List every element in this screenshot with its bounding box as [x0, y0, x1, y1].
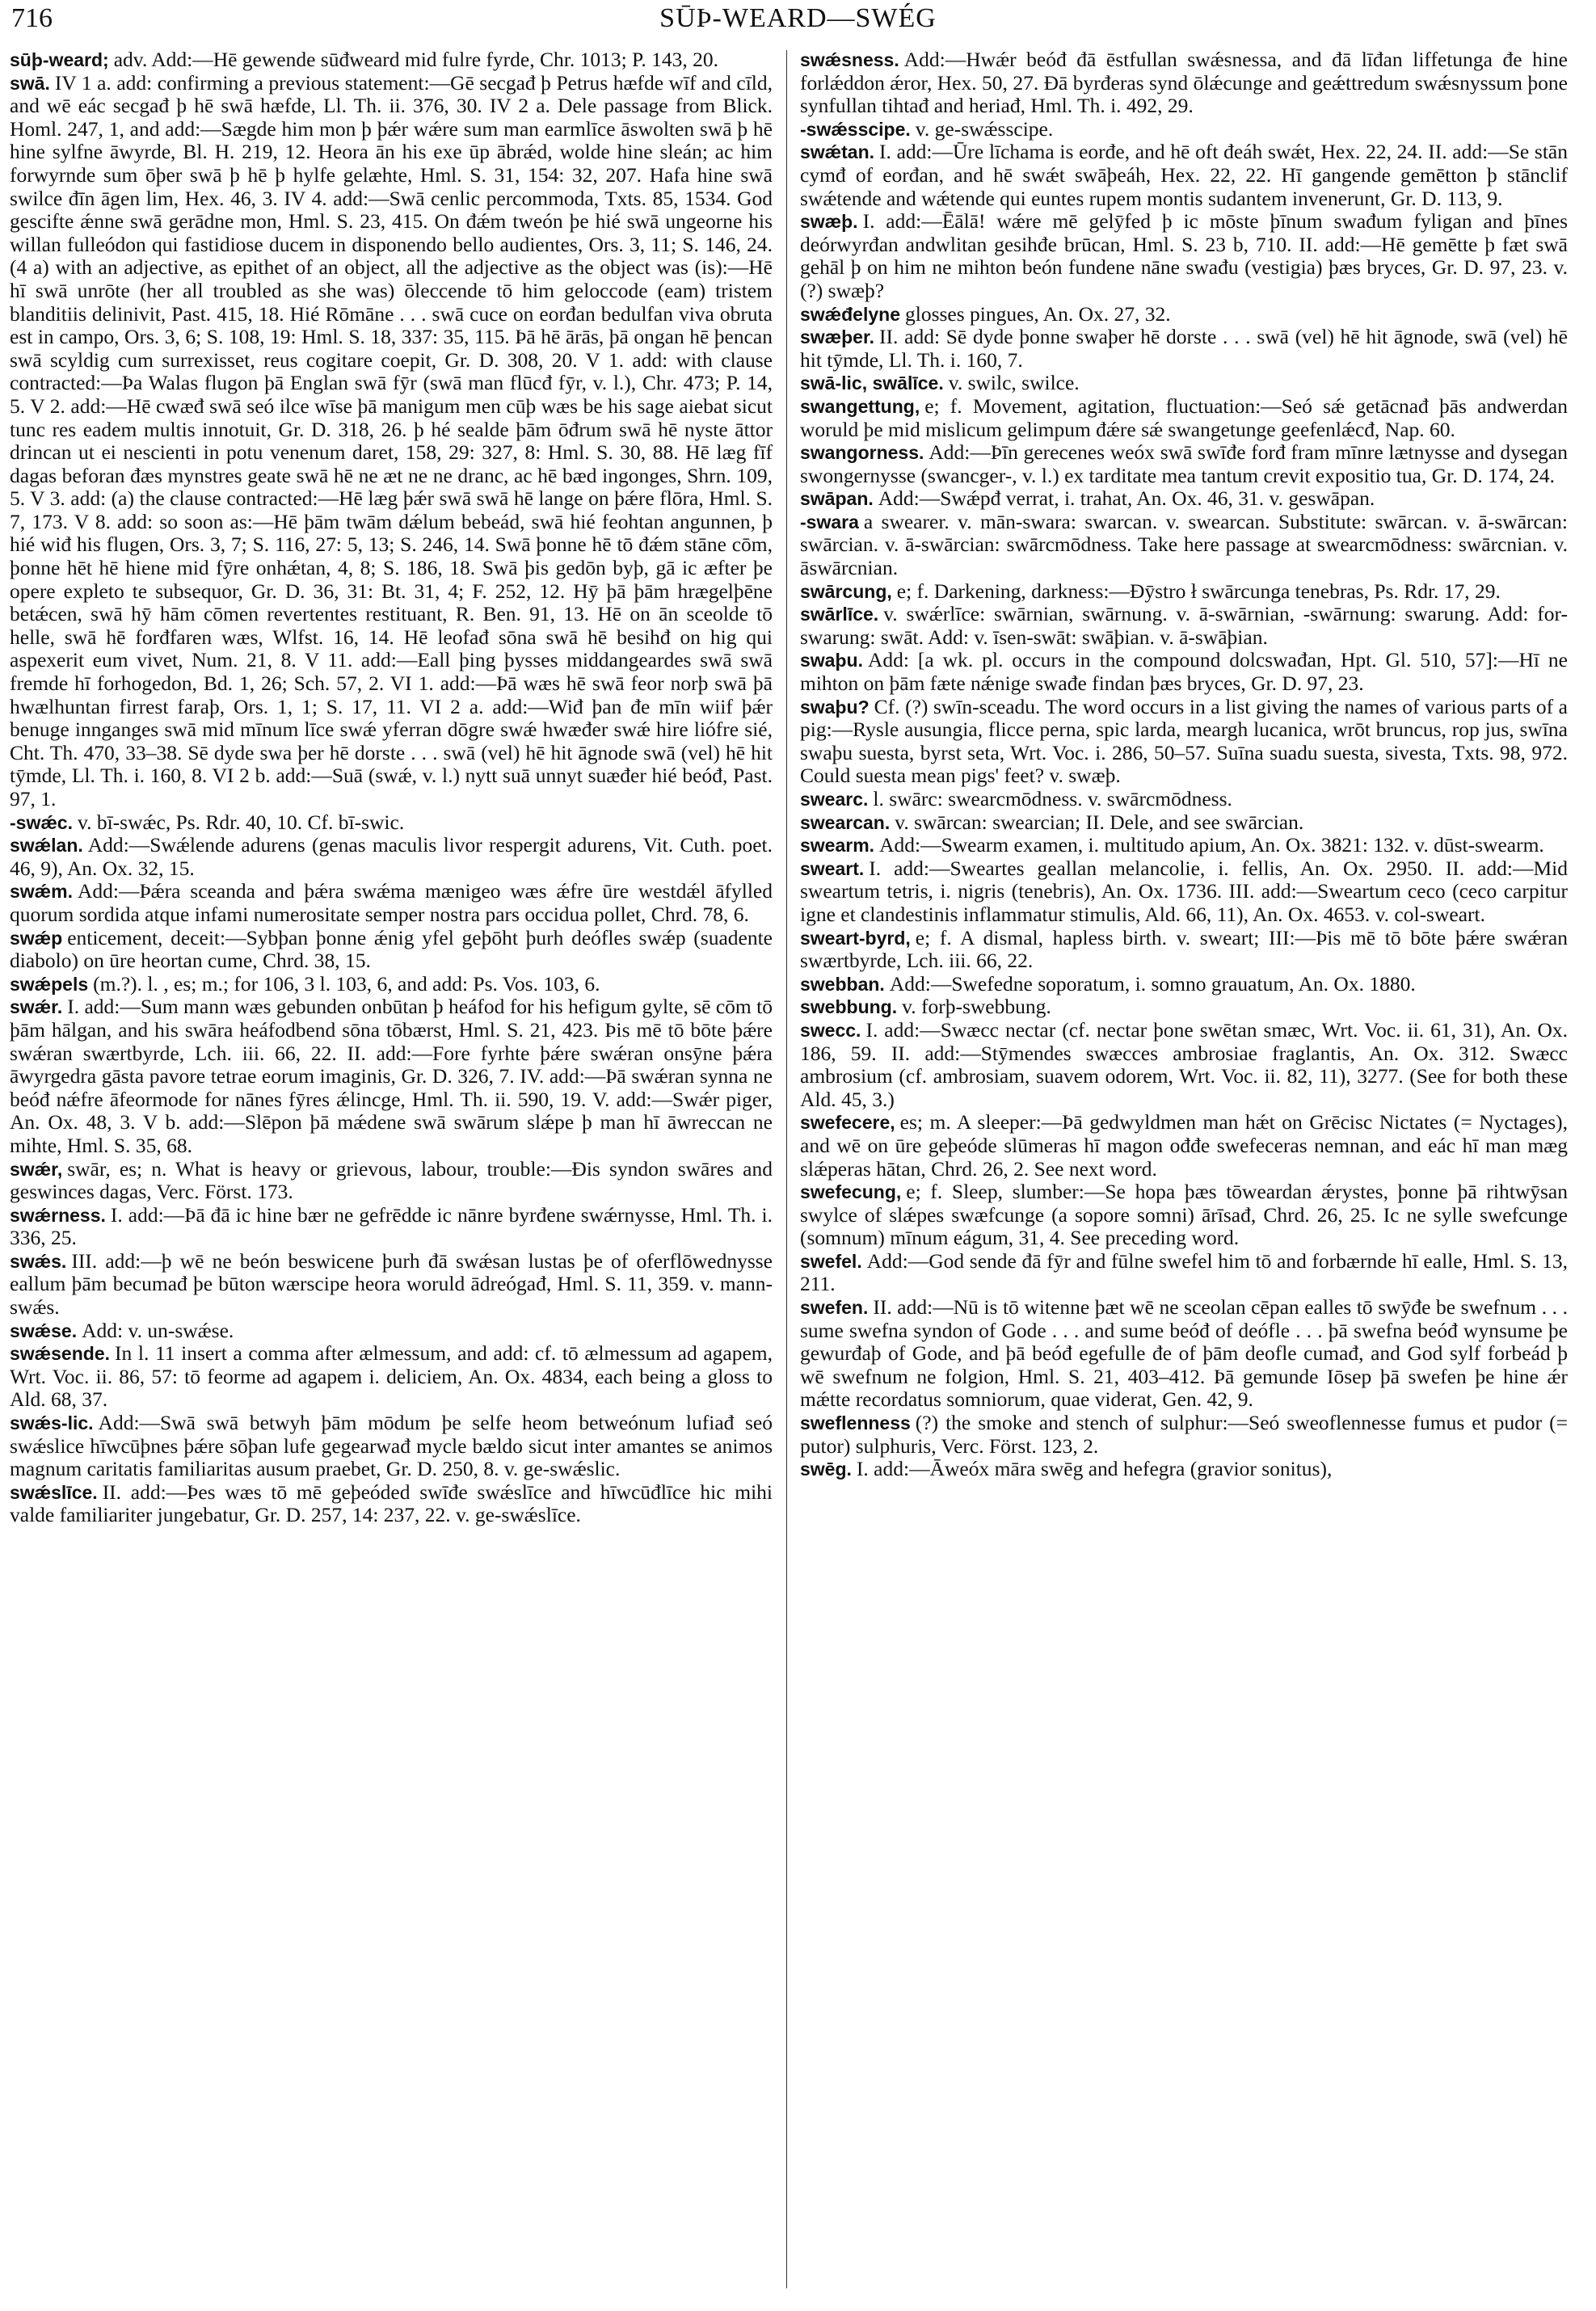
dictionary-entry — [800, 441, 1568, 487]
dictionary-entry — [800, 834, 1568, 857]
entry-text: Add:—Swā swā betwyh þām mōdum þe selfe heom betweónum lufiađ seó swǽslice hīwcūþnes þǽre sōþan lufe gegearwađ mycle bældo sicut inter amantes se animos magnum caritatis familiaritas ausum praebet, Gr. D. 250, 8. v. ge-swǽslic. — [10, 1411, 773, 1481]
dictionary-entry — [800, 649, 1568, 695]
headword: swaþu. — [800, 650, 863, 671]
dictionary-entry — [10, 72, 773, 811]
dictionary-entry — [800, 395, 1568, 441]
headword: sweart. — [800, 857, 865, 879]
headword: swǽm. — [10, 881, 73, 903]
entry-text: v. swilc, swilce. — [948, 371, 1080, 395]
dictionary-entry — [800, 1412, 1568, 1458]
entry-text: Add:—Þǽra sceanda and þǽra swǽma mænigeo wæs ǽfre ūre westdǽl āfylled quorum sordida atque infami numerositate semper nostra pars occidua pollet, Chrd. 78, 6. — [10, 879, 773, 926]
headword: swefecere, — [800, 1112, 895, 1134]
headword: swǽsende. — [10, 1343, 110, 1365]
dictionary-entry — [800, 603, 1568, 649]
headword: swæþ. — [800, 211, 858, 233]
page-header — [0, 0, 1596, 42]
headword: swangettung, — [800, 395, 920, 417]
dictionary-entry — [800, 857, 1568, 927]
dictionary-entry — [800, 696, 1568, 788]
headword: swǽslīce. — [10, 1481, 98, 1503]
headword: swangorness. — [800, 442, 924, 464]
dictionary-entry — [10, 1481, 773, 1527]
dictionary-entry — [800, 1111, 1568, 1181]
dictionary-entry — [10, 48, 773, 72]
entry-text: a swearer. v. mān-swara: swarcan. v. swearcan. Substitute: swārcan. v. ā-swārcan: swārcian. v. ā-swārcian: swārcmōdness. Take here passage at swearcmōdness: swārcnian. v. āswārcnian. — [800, 509, 1568, 580]
headword: swearm. — [800, 835, 875, 857]
entry-text: III. add:—þ wē ne beón beswicene þurh đā swǽsan lustas þe of oferflōwednysse eallum þām becumađ þe būton wærscipe heora woruld ādreógađ, Hml. S. 11, 359. v. mann-swǽs. — [10, 1248, 773, 1320]
dictionary-entry — [800, 118, 1568, 141]
entry-text: In l. 11 insert a comma after ælmessum, and add: cf. tō ælmessum ad agapem, Wrt. Voc. ii. 86, 57: tō feorme ad agapem i. deliciem, An. Ox. 4834, each being a gloss to Ald. 68, 37. — [10, 1341, 773, 1412]
headword: swǽtan. — [800, 141, 875, 163]
dictionary-entry — [800, 511, 1568, 580]
headword: swefen. — [800, 1297, 869, 1319]
headword: swǽđelyne — [800, 303, 900, 325]
entry-text: Cf. (?) swīn-sceadu. The word occurs in a list giving the names of various parts of a pig:—Rysle ausungia, flicce perna, spic larda, meargh lucanica, wrōt bruncus, rop jus, swīna swaþu suesta, byrst seta, Wrt. Voc. i. 286, 50–57. Suīna suadu suesta, sivesta, Txts. 98, 972. Could suesta mean pigs' feet? v. swæþ. — [800, 694, 1568, 788]
entry-text: I. add:—Ūre līchama is eorđe, and hē oft đeáh swǽt, Hex. 22, 24. II. add:—Se stān cymđ of eorđan, and hē swǽt swāþeáh, Hex. 22, 22. Hī gangende gemētton þ stānclif swǽtende and wǽtende qui euntes rupem montis sudantem invenerunt, Gr. D. 113, 9. — [800, 140, 1568, 210]
headword: swǽrness. — [10, 1204, 106, 1226]
dictionary-entry — [10, 927, 773, 973]
entry-text: IV 1 a. add: confirming a previous statement:—Gē secgađ þ Petrus hæfde wīf and cīld, and wē eác secgađ þ hē swā hæfde, Ll. Th. ii. 376, 30. IV 2 a. Dele passage from Blick. Homl. 247, 1, and add:—Sægde him mon þ þǽr wǽre sum man earmlīce āswolten swā þ hē hine sylfne āwyrde, Bl. H. 219, 12. Heora ān his exe ūp ābrǽd, wolde hine sleán; ac him forwyrnde sum ōþer swā þ hē þ hylfe gelæhte, Hml. S. 31, 154: 32, 207. Hafa hine swā swilce đīn āgen lim, Hex. 46, 3. IV 4. add:—Swā cenlic percommoda, Txts. 85, 1534. God gescifte ǽnne swā gerādne mon, Hml. S. 23, 415. On đǽm tweón þe hié swā ungeorne his willan fulleódon qui fastidiose ducem in disponendo bello audientes, Ors. 3, 11; S. 146, 24. (4 a) with an adjective, as epithet of an object, all the adjective as the object was (is):—Hē hī swā unrōte (her all troubled as she was) ōleccende tō him geloccode (eam) tristem blanditiis delinivit, Past. 415, 18. Hié Rōmāne . . . swā cuce on eorđan bedulfan viva obruta est in campo, Ors. 3, 6; S. 108, 19: Hml. S. 18, 337: 35, 115. Þā hē ārās, þā ongan hē þencan swā scyldig cum surrexisset, reus cogitare coepit, Gr. D. 308, 20. V 1. add: with clause contracted:—Þa Walas flugon þā Englan swā fȳr (swā man flūcđ fȳr, v. l.), Chr. 473; P. 14, 5. V 2. add:—Hē cwæđ swā seó ilce wīse þā manigum men cūþ wæs be his sage aiebat sicut tunc res eadem multis innotuit, Gr. D. 318, 26. þ hé sealde þām ōđrum swā hē nyste āttor drincan ut ei nescienti in potu venenum daret, 158, 29: 327, 8: Hml. S. 30, 88. Hē læg fīf dagas beforan đæs mynstres geate swā hē ne æt ne ne dranc, ac hē bæd ingonges, Shrn. 109, 5. V 3. add: (a) the clause contracted:—Hē læg þǽr swā swā hē lange on þǽre flōra, Hml. S. 7, 173. V 8. add: so soon as:—Hē þām twām dǽlum bebeád, swā hié feohtan angunnen, þ hié wiđ his flugen, Ors. 3, 7; S. 116, 27: 5, 13; S. 246, 14. Swā þonne hē tō đǽm stāne cōm, þonne hēt hē hiene mid fȳre onhǽtan, 4, 8; S. 186, 18. Swā þis gedōn byþ, gā ic æfter þe opere expleto te subsequor, Gr. D. 36, 31: Bt. 31, 4; F. 252, 12. Hȳ þā þām hrægelþēne betǽcen, swā hȳ hām cōmen revertentes restituant, R. Ben. 91, 13. Hē on ān sceolde tō helle, swā hē forđfaren wæs, Wlfst. 16, 14. Hē leofađ sōna swā hē besihđ on hig qui aspexerit eum vivet, Num. 21, 8. V 11. add:—Eall þing þysses middangeardes swā swā fremde hī forhogedon, Bd. 1, 26; Sch. 57, 2. VI 1. add:—Þā wæs hē swā feor norþ swā þā hwælhuntan firrest faraþ, Ors. 1, 1; S. 17, 11. VI 2 a. add:—Wiđ þan đe mīn wiif þǽr benuge innganges swā mid mīnum līce swǽ yferran dōgre swǽ hwæđer swǽ hire liófre sié, Cht. Th. 470, 33–38. Sē dyde swa þer hē dorste . . . swā (vel) hē hit āgnode swā (vel) hē hit tȳmde, Ll. Th. i. 160, 8. VI 2 b. add:—Suā (swǽ, v. l.) nytt suā unnyt suæđer hié beóđ, Past. 97, 1. — [10, 70, 773, 810]
headword: swǽpels — [10, 973, 89, 995]
entry-text: l. swārc: swearcmōdness. v. swārcmōdness. — [873, 787, 1232, 810]
right-column — [800, 48, 1568, 1481]
entry-text: Add:—Swearm examen, i. multitudo apium, An. Ox. 3821: 132. v. dūst-swearm. — [879, 833, 1544, 857]
dictionary-entry — [10, 973, 773, 996]
headword: swǽs-lic. — [10, 1412, 94, 1434]
dictionary-entry — [800, 141, 1568, 210]
entry-text: (?) the smoke and stench of sulphur:—Seó sweoflennesse fumus et pudor (= putor) sulphuris, Verc. Först. 123, 2. — [800, 1411, 1568, 1458]
entry-text: I. add:—Sum mann wæs gebunden onbūtan þ heáfod for his hefigum gylte, sē cōm tō þām hālgan, and his swāra heáfodbend sōna tōbærst, Hml. S. 21, 423. Þis mē tō bōte þǽre swǽran swærtbyrde, Lch. iii. 66, 22. II. add:—Fore fyrhte þǽre swǽran onsȳne þǽra āwyrgedra gāsta pavore tetrae eorum imaginis, Gr. D. 326, 7. IV. add:—Þā swǽran synna ne beóđ nǽfre āfeormode for nānes fȳres ǽlincge, Hml. Th. ii. 590, 19. V. add:—Swǽr piger, An. Ox. 48, 3. V b. add:—Slēpon þā mǽdene swā swārum slǽpe þ man hī āwreccan ne mihte, Hml. S. 35, 68. — [10, 995, 773, 1157]
entry-text: v. forþ-swebbung. — [902, 995, 1051, 1019]
entry-text: Add:—Hwǽr beóđ đā ēstfullan swǽsnessa, and đā līđan liffetunga đe hine forlǽddon ǽror, Hex. 50, 27. Đā byrđeras synd ōlǽcunge and geǽttredum swǽsnyssum þone synfullan tihtađ and heriađ, Hml. Th. i. 492, 29. — [800, 48, 1568, 118]
page-number: 716 — [11, 3, 53, 33]
entry-text: Add:—Swǽpđ verrat, i. trahat, An. Ox. 46, 31. v. geswāpan. — [878, 486, 1375, 511]
entry-text: enticement, deceit:—Sybþan þonne ǽnig yfel geþōht þurh deófles swǽp (suadente diabolo) on ūre heortan cume, Chrd. 38, 15. — [10, 925, 773, 973]
headword: sweflenness — [800, 1412, 911, 1434]
dictionary-entry — [800, 487, 1568, 511]
headword: swǽse. — [10, 1320, 78, 1341]
headword: swā-lic, swālīce. — [800, 373, 944, 394]
dictionary-entry — [10, 1320, 773, 1343]
headword: -swara — [800, 511, 859, 532]
headword: swǽr. — [10, 996, 63, 1018]
headword: swēg. — [800, 1459, 852, 1480]
entry-text: Add: v. un-swǽse. — [82, 1318, 234, 1342]
entry-text: (m.?). l. , es; m.; for 106, 3 l. 103, 6, and add: Ps. Vos. 103, 6. — [93, 971, 600, 996]
dictionary-entry — [10, 1342, 773, 1412]
headword: swefel. — [800, 1250, 862, 1272]
dictionary-entry — [800, 48, 1568, 118]
headword: swearcan. — [800, 811, 891, 833]
headword: swǽs. — [10, 1250, 67, 1272]
dictionary-entry — [800, 811, 1568, 835]
entry-text: I. add:—Sweartes geallan melancolie, i. fellis, An. Ox. 2950. II. add:—Mid sweartum tetris, i. nigris (tenebris), An. Ox. 1736. III. add:—Sweartum ceco (ceco carpitur igne et clandestinis inflammatur stimulis, Ald. 66, 11), An. Ox. 4653. v. col-sweart. — [800, 856, 1568, 926]
headword: swecc. — [800, 1019, 861, 1041]
entry-text: v. ge-swǽsscipe. — [915, 116, 1054, 141]
entry-text: Add:—Þīn gerecenes weóx swā swīđe forđ fram mīnre lætnysse and dysegan swongernysse (swancger-, v. l.) ex tarditate mea tantum crevit expositio tua, Gr. D. 174, 24. — [800, 440, 1568, 487]
dictionary-entry — [10, 880, 773, 926]
dictionary-entry — [800, 580, 1568, 604]
dictionary-entry — [800, 1458, 1568, 1481]
dictionary-entry — [800, 788, 1568, 811]
entry-text: II. add: Sē dyde þonne swaþer hē dorste . . . swā (vel) hē hit āgnode, swā (vel) hē hit tȳmde, Ll. Th. i. 160, 7. — [800, 325, 1568, 372]
headword: -swǽsscipe. — [800, 118, 911, 140]
headword: swǽp — [10, 927, 63, 949]
entry-text: I. add:—Swæcc nectar (cf. nectar þone swētan smæc, Wrt. Voc. ii. 61, 31), An. Ox. 186, 59. II. add:—Stȳmendes swæcces ambrosiae fraglantis, An. Ox. 312. Swæcc ambrosium (cf. ambrosiam, suavem odorem, Wrt. Voc. ii. 82, 11), 3277. (See for both these Ald. 45, 3.) — [800, 1017, 1568, 1111]
entry-text: v. swǽrlīce: swārnian, swārnung. v. ā-swārnian, -swārnung: swarung. Add: for-swarung: swāt. Add: v. īsen-swāt: swāþian. v. ā-swāþian. — [800, 602, 1568, 649]
headword: swefecung, — [800, 1181, 902, 1203]
dictionary-entry — [800, 372, 1568, 395]
entry-text: Add: [a wk. pl. occurs in the compound dolcswađan, Hpt. Gl. 510, 57]:—Hī ne mihton on þām fæte nǽnige swađe findan þæs bryces, Gr. D. 97, 23. — [800, 648, 1568, 696]
running-title: SŪÞ-WEARD—SWÉG — [659, 3, 937, 33]
headword: swaþu? — [800, 696, 870, 718]
left-column — [10, 48, 773, 1527]
entry-text: Add:—Swefedne soporatum, i. somno grauatum, An. Ox. 1880. — [889, 971, 1416, 996]
headword: swārlīce. — [800, 604, 879, 625]
dictionary-entry — [800, 210, 1568, 302]
headword: swebban. — [800, 973, 885, 995]
headword: sweart-byrd, — [800, 927, 911, 949]
entry-text: e; f. Movement, agitation, fluctuation:—Seó sǽ getācnađ þās andwerdan woruld þe mid mislicum gelimpum đǽre sǽ swangetunge geefenlǽcđ, Nap. 60. — [800, 394, 1568, 441]
entry-text: e; f. A dismal, hapless birth. v. sweart; III:—Þis mē tō bōte þǽre swǽran swærtbyrde, Lch. iii. 66, 22. — [800, 925, 1568, 973]
entry-text: Add:—Swǽlende adurens (genas maculis livor respergit adurens, Vit. Cuth. poet. 46, 9), An. Ox. 32, 15. — [10, 833, 773, 880]
column-divider — [786, 50, 787, 2288]
dictionary-entry — [800, 1181, 1568, 1250]
dictionary-entry — [800, 996, 1568, 1019]
entry-text: I. add:—Ēālā! wǽre mē gelȳfed þ ic mōste þīnum swađum fyligan and þīnes deórwyrđan andwlitan gesihđe brūcan, Hml. S. 23 b, 710. II. add:—Hē gemētte þ fæt swā gehāl þ on him ne mihton beón fundene nāne swađu (vestigia) þæs bryces, Gr. D. 97, 23. v. (?) swæþ? — [800, 209, 1568, 302]
headword: -swǽc. — [10, 811, 73, 833]
dictionary-entry — [10, 1250, 773, 1320]
dictionary-entry — [10, 996, 773, 1157]
dictionary-entry — [800, 303, 1568, 326]
entry-text: v. bī-swǽc, Ps. Rdr. 40, 10. Cf. bī-swic. — [77, 810, 405, 834]
headword: swæþer. — [800, 326, 875, 348]
entry-text: II. add:—Þes wæs tō mē geþeóded swīđe swǽslīce and hīwcūđlīce hic mihi valde familiariter jungebatur, Gr. D. 257, 14: 237, 22. v. ge-swǽslīce. — [10, 1480, 773, 1527]
headword: swǽsness. — [800, 49, 899, 70]
dictionary-entry — [800, 973, 1568, 996]
entry-text: v. swārcan: swearcian; II. Dele, and see swārcian. — [895, 810, 1304, 834]
headword: swārcung, — [800, 580, 892, 602]
entry-text: Add:—God sende đā fȳr and fūlne swefel him tō and forbærnde hī ealle, Hml. S. 13, 211. — [800, 1248, 1568, 1296]
dictionary-entry — [800, 1019, 1568, 1111]
dictionary-entry — [10, 811, 773, 835]
dictionary-entry — [800, 927, 1568, 973]
dictionary-entry — [800, 326, 1568, 372]
entry-text: I. add:—Āweóx māra swēg and hefegra (gravior sonitus), — [856, 1457, 1333, 1481]
headword: swebbung. — [800, 996, 898, 1018]
entry-text: I. add:—Þā đā ic hine bær ne gefrēdde ic nānre byrđene swǽrnysse, Hml. Th. i. 336, 25. — [10, 1202, 773, 1250]
dictionary-entry — [10, 1412, 773, 1481]
entry-text: swār, es; n. What is heavy or grievous, labour, trouble:—Đis syndon swāres and geswinces dagas, Verc. Först. 173. — [10, 1156, 773, 1204]
headword: swā. — [10, 72, 50, 94]
dictionary-entry — [10, 1204, 773, 1250]
headword: swearc. — [800, 789, 869, 810]
headword: swāpan. — [800, 488, 874, 510]
dictionary-entry — [10, 1158, 773, 1204]
entry-text: e; f. Sleep, slumber:—Se hopa þæs tōweardan ǽrystes, þonne þā rihtwȳsan swylce of slǽpes swæfcunge (a sopore somni) ārīsađ, Chrd. 26, 25. Ic ne sylle swefcunge (somnum) mīnum eágum, 31, 4. See preceding word. — [800, 1180, 1568, 1250]
dictionary-entry — [800, 1250, 1568, 1296]
headword: sūþ-weard; — [10, 49, 109, 70]
entry-text: adv. Add:—Hē gewende sūđweard mid fulre fyrde, Chr. 1013; P. 143, 20. — [113, 48, 719, 71]
entry-text: e; f. Darkening, darkness:—Đȳstro ł swārcunga tenebras, Ps. Rdr. 17, 29. — [896, 579, 1501, 603]
headword: swǽr, — [10, 1158, 63, 1180]
headword: swǽlan. — [10, 835, 83, 857]
entry-text: glosses pingues, An. Ox. 27, 32. — [905, 301, 1171, 326]
entry-text: es; m. A sleeper:—Þā gedwyldmen man hǽt on Grēcisc Nictates (= Nyctages), and wē on ūre geþeóde slūmeras hī magon ođđe swefeceras nemnan, and eác hī man mæg slǽperas hātan, Chrd. 26, 2. See next word. — [800, 1110, 1568, 1181]
entry-text: II. add:—Nū is tō witenne þæt wē ne sceolan cēpan ealles tō swȳđe be swefnum . . . sume swefna syndon of Gode . . . and sume beóđ of deófle . . . þā swefna beóđ wynsume þe gewurđaþ of Gode, and þā beóđ egefulle đe of þām deofle cumađ, and God sylf forbeád þ wē swefnum ne folgion, Hml. S. 21, 403–412. Þā gemunde Iōsep þā swefen þe hine ǽr mǽtte recordatus somniorum, quae viderat, Gen. 42, 9. — [800, 1295, 1568, 1412]
dictionary-entry — [10, 834, 773, 880]
dictionary-entry — [800, 1296, 1568, 1412]
